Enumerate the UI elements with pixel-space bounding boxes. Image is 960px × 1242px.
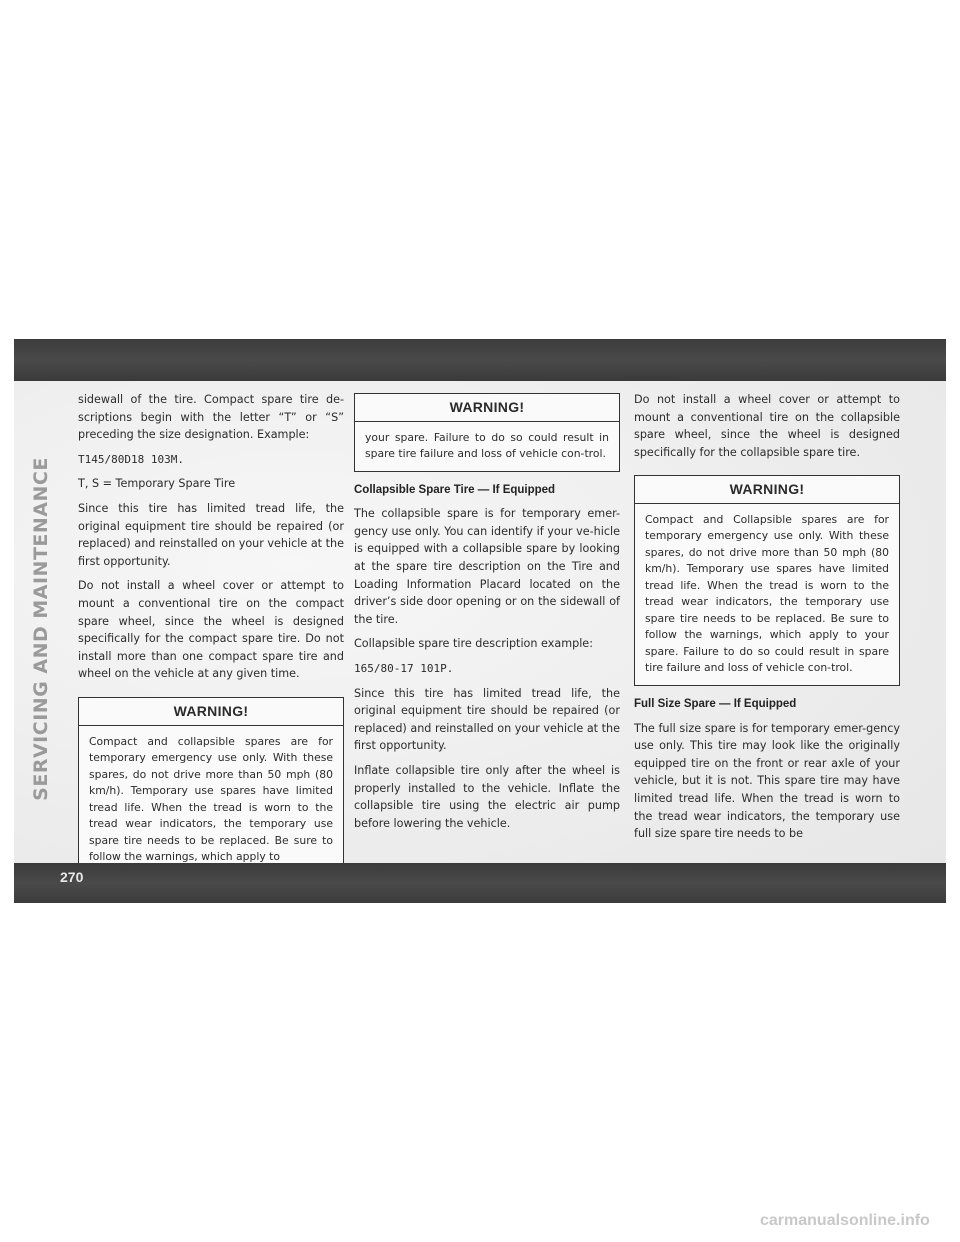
header-band xyxy=(14,339,946,381)
paragraph-text: sidewall of the tire. Compact spare tire de-scriptions begin with the letter “T” or “S” preceding the size designation. Example: xyxy=(78,393,344,442)
column-1 xyxy=(78,391,344,885)
paragraph: The collapsible spare is for temporary emer-gency use only. You can identify if your ve-hicle is equipped with a collapsible spare by looking at the spare tire description on the Tire and Loading Information Placard located on the driver’s side door opening or on the sidewall of the tire. xyxy=(354,507,620,626)
paragraph: Do not install a wheel cover or attempt to mount a conventional tire on the collapsible spare wheel, since the wheel is designed specifically for the collapsible spare tire. xyxy=(634,393,900,459)
paragraph: The full size spare is for temporary emer-gency use only. This tire may look like the originally equipped tire on the front or rear axle of your vehicle, but it is not. This spare tire may have limited tread life. When the tread is worn to the tread wear indicators, the temporary use full size spare tire needs to be xyxy=(634,721,900,841)
warning-box xyxy=(78,697,344,875)
section-title-text: SERVICING AND MAINTENANCE xyxy=(30,457,52,801)
warning-text: Compact and collapsible spares are for temporary emergency use only. With these spares, do not drive more than 50 mph (80 km/h). Temporary use spares have limited tread life. When the tread is worn to the tread wear indicators, the temporary use spare tire needs to be replaced. Be sure to follow the warnings, which apply to xyxy=(89,734,333,863)
warning-box xyxy=(634,475,900,686)
tire-example: T145/80D18 103M. xyxy=(78,452,184,466)
watermark-credit: carmanualsonline.info xyxy=(760,1212,930,1229)
warning-title: WARNING! xyxy=(79,698,343,726)
section-heading: Collapsible Spare Tire — If Equipped xyxy=(354,483,556,496)
paragraph: Inflate collapsible tire only after the wheel is properly installed to the vehicle. Inflate the collapsible tire using the electric air pump before lowering the vehicle. xyxy=(354,763,620,830)
paragraph: T, S = Temporary Spare Tire xyxy=(78,477,236,491)
paragraph: Since this tire has limited tread life, the original equipment tire should be repaired (or replaced) and reinstalled on your vehicle at the first opportunity. xyxy=(78,501,344,568)
section-heading: Full Size Spare — If Equipped xyxy=(634,697,797,710)
column-2 xyxy=(354,391,620,839)
warning-text: Compact and Collapsible spares are for temporary emergency use only. With these spares, do not drive more than 50 mph (80 km/h). Temporary use spares have limited tread life. When the tread is worn to the tread wear indicators, the temporary use spare tire needs to be replaced. Be sure to follow the warnings, which apply to your spare. Failure to do so could result in spare tire failure and loss of vehicle con-trol. xyxy=(645,512,889,675)
warning-box-continued xyxy=(354,393,620,472)
column-3 xyxy=(634,391,900,850)
warning-title: WARNING! xyxy=(355,394,619,422)
warning-text: your spare. Failure to do so could result in spare tire failure and loss of vehicle con-trol. xyxy=(365,430,609,461)
paragraph xyxy=(78,391,344,444)
manual-page xyxy=(14,339,946,903)
paragraph: Do not install a wheel cover or attempt to mount a conventional tire on the compact spare wheel, since the wheel is designed specifically for the compact spare tire. Do not install more than one compact spare tire and wheel on the vehicle at any given time. xyxy=(78,579,344,681)
footer-band xyxy=(14,863,946,903)
page-number: 270 xyxy=(60,869,84,885)
tire-example: 165/80-17 101P. xyxy=(354,661,454,675)
warning-title: WARNING! xyxy=(635,476,899,504)
paragraph: Since this tire has limited tread life, the original equipment tire should be repaired (or replaced) and reinstalled on your vehicle at the first opportunity. xyxy=(354,686,620,753)
paragraph: Collapsible spare tire description example: xyxy=(354,637,593,651)
